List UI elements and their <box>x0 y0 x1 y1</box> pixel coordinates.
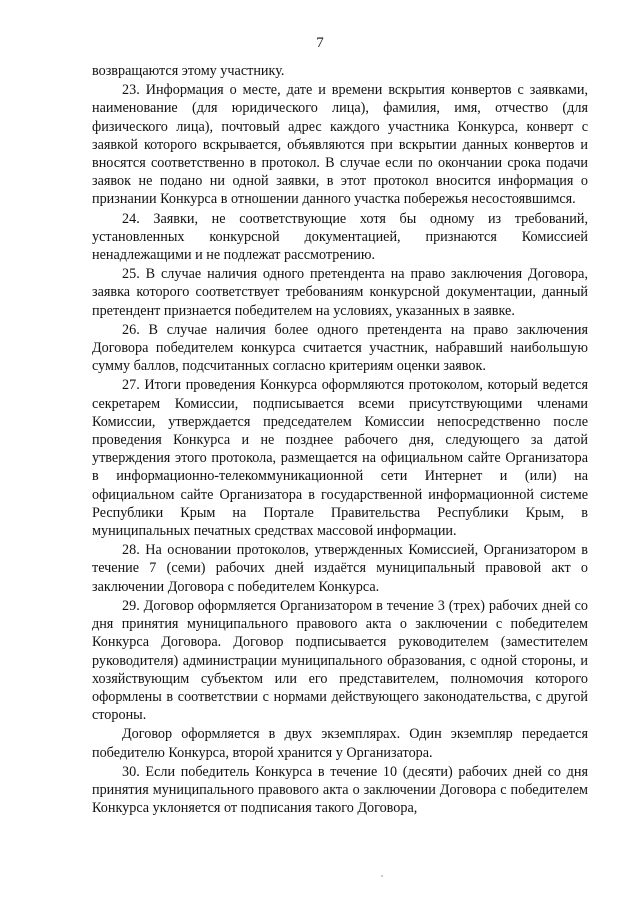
paragraph-25: 25. В случае наличия одного претендента на право заключения Договора, заявка которого соответствует требованиям конкурсной документации, данный претендент признается победителем на условиях, указанных в заявке. <box>92 266 588 319</box>
page-number: 7 <box>316 35 324 51</box>
paragraph-continuation: возвращаются этому участнику. <box>92 63 285 79</box>
paragraph-30: 30. Если победитель Конкурса в течение 10 (десяти) рабочих дней со дня принятия муниципального правового акта о заключении Договора с победителем Конкурса уклоняется от подписания такого Договора, <box>92 763 588 817</box>
paragraph-29-copies: Договор оформляется в двух экземплярах. Один экземпляр передается победителю Конкурса, второй хранится у Организатора. <box>92 726 588 761</box>
paragraph-24: 24. Заявки, не соответствующие хотя бы одному из требований, установленных конкурсной документацией, признаются Комиссией ненадлежащими и не подлежат рассмотрению. <box>92 210 588 264</box>
paragraph-27: 27. Итоги проведения Конкурса оформляются протоколом, который ведется секретарем Комиссии, подписывается всеми присутствующими членами Комиссии, утверждается председателем Комиссии непосредственно после проведения Конкурса и не позднее рабочего дня, следующего за датой утверждения этого протокола, размещается на официальном сайте Организатора в информационно-телекоммуникационной сети Интернет и (или) на официальном сайте Организатора в государственной информационной системе Республики Крым на Портале Правительства Республики Крым, в муниципальных печатных средствах массовой информации. <box>92 377 588 540</box>
scan-artifact <box>381 875 383 877</box>
paragraph-29: 29. Договор оформляется Организатором в течение 3 (трех) рабочих дней со дня принятия муниципального правового акта о заключении с победителем Конкурса Договора. Договор подписывается руководителем (заместителем руководителя) администрации муниципального образования, с одной стороны, и хозяйствующим субъектом или его представителем, полномочия которого оформлены в соответствии с нормами действующего законодательства, с другой стороны. <box>92 597 588 724</box>
document-body <box>92 62 588 818</box>
paragraph-26: 26. В случае наличия более одного претендента на право заключения Договора победителем конкурса считается участник, набравший наибольшую сумму баллов, подсчитанных согласно критериям оценки заявок. <box>92 321 588 375</box>
paragraph-28: 28. На основании протоколов, утвержденных Комиссией, Организатором в течение 7 (семи) рабочих дней издаётся муниципальный правовой акт о заключении Договора с победителем Конкурса. <box>92 542 588 595</box>
paragraph-23: 23. Информация о месте, дате и времени вскрытия конвертов с заявками, наименование (для юридического лица), фамилия, имя, отчество (для физического лица), почтовый адрес каждого участника Конкурса, конверт с заявкой которого вскрывается, объявляются при вскрытии данных конвертов и вносятся соответственно в протокол. В случае если по окончании срока подачи заявок не подано ни одной заявки, в этот протокол вносится информация о признании Конкурса в отношении данного участка побережья несостоявшимся. <box>92 82 588 208</box>
